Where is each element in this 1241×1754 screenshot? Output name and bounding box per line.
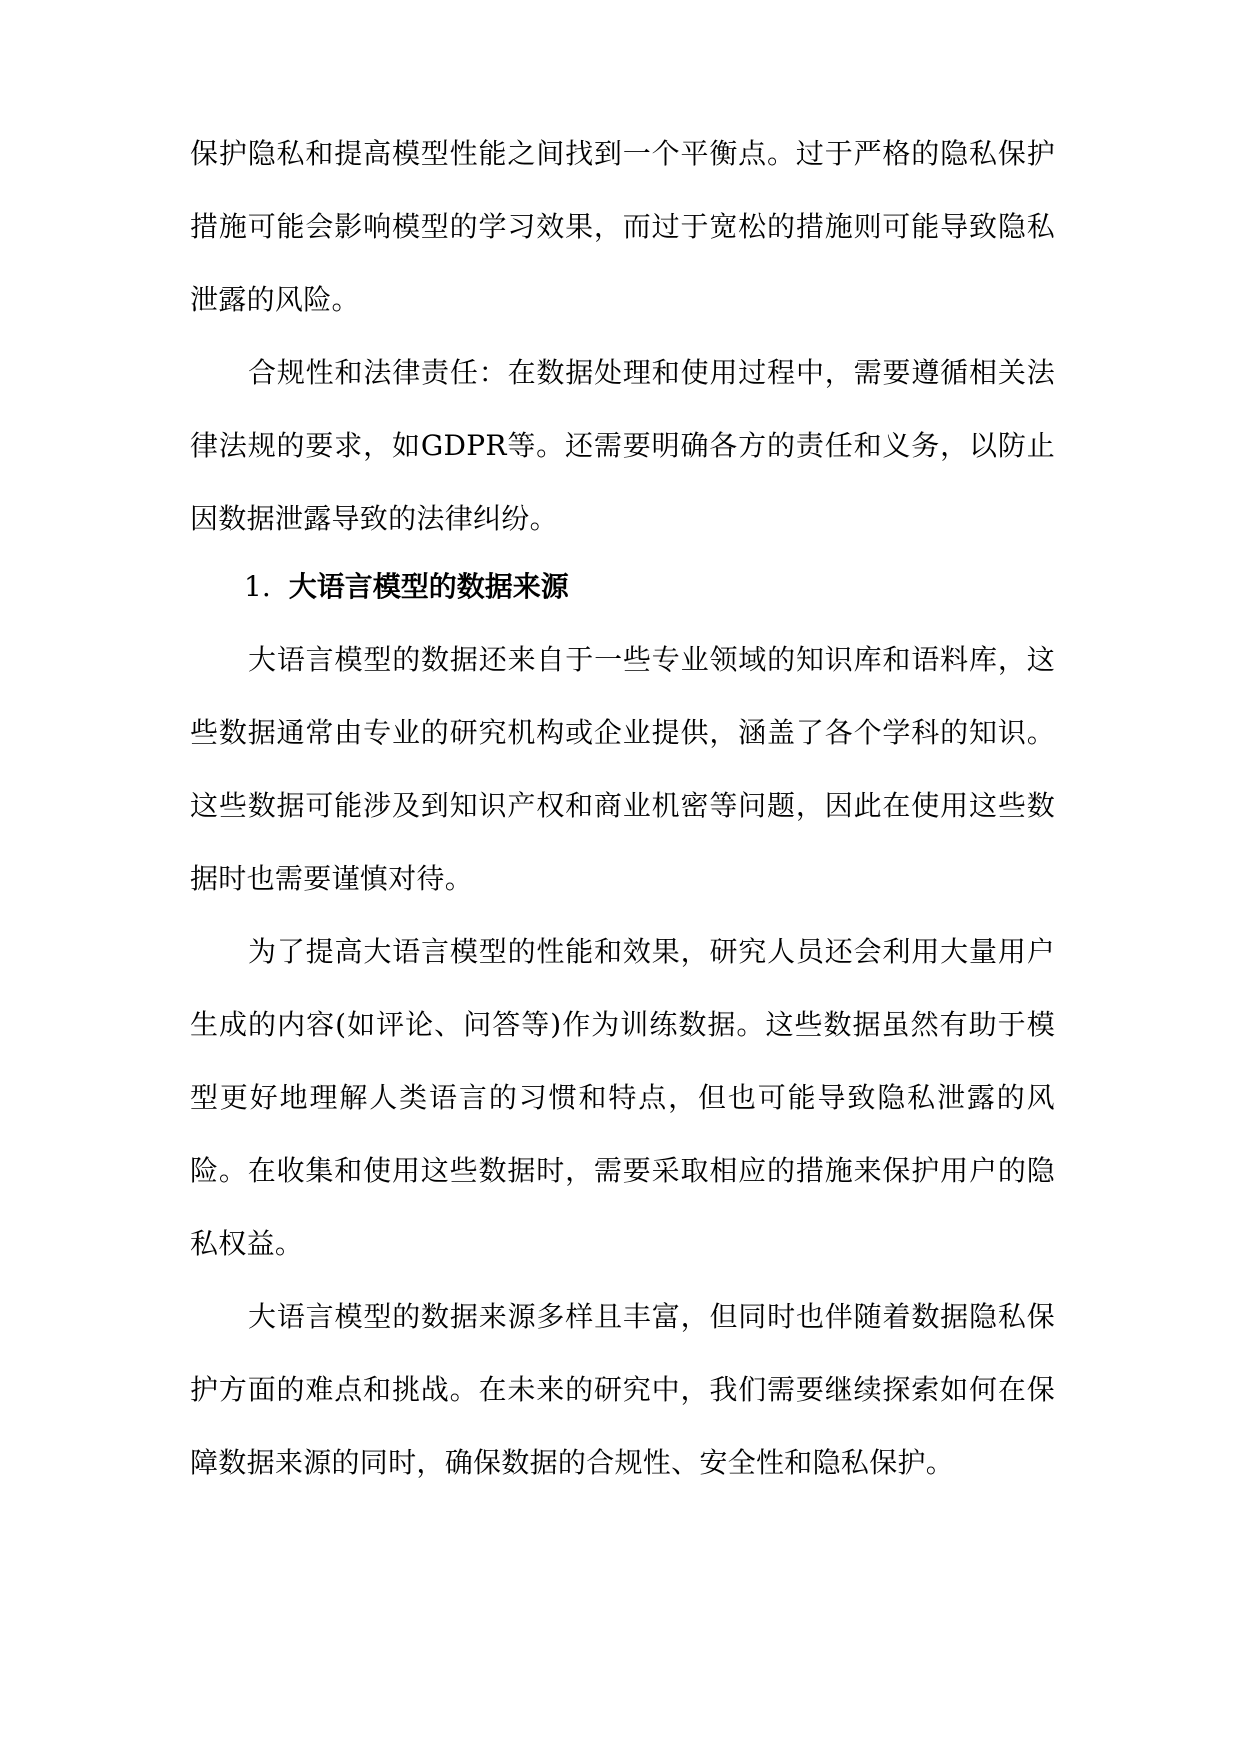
body-paragraph: 大语言模型的数据还来自于一些专业领域的知识库和语料库，这些数据通常由专业的研究机构或企业提供，涵盖了各个学科的知识。这些数据可能涉及到知识产权和商业机密等问题，因此在使用这些数据时也需要谨慎对待。 (190, 643, 1055, 895)
body-paragraph: 大语言模型的数据来源多样且丰富，但同时也伴随着数据隐私保护方面的难点和挑战。在未来的研究中，我们需要继续探索如何在保障数据来源的同时，确保数据的合规性、安全性和隐私保护。 (190, 1300, 1055, 1479)
section-data-sources (190, 550, 1055, 1499)
body-paragraph: 合规性和法律责任：在数据处理和使用过程中，需要遵循相关法律法规的要求，如GDPR等。还需要明确各方的责任和义务，以防止因数据泄露导致的法律纠纷。 (190, 356, 1055, 535)
section-number: 1. (244, 570, 271, 603)
section-heading (190, 550, 1055, 623)
section-title: 大语言模型的数据来源 (288, 570, 569, 603)
body-paragraph: 保护隐私和提高模型性能之间找到一个平衡点。过于严格的隐私保护措施可能会影响模型的学习效果，而过于宽松的措施则可能导致隐私泄露的风险。 (190, 137, 1055, 316)
continued-section (190, 117, 1055, 555)
body-paragraph: 为了提高大语言模型的性能和效果，研究人员还会利用大量用户生成的内容(如评论、问答等)作为训练数据。这些数据虽然有助于模型更好地理解人类语言的习惯和特点，但也可能导致隐私泄露的风险。在收集和使用这些数据时，需要采取相应的措施来保护用户的隐私权益。 (190, 935, 1055, 1260)
